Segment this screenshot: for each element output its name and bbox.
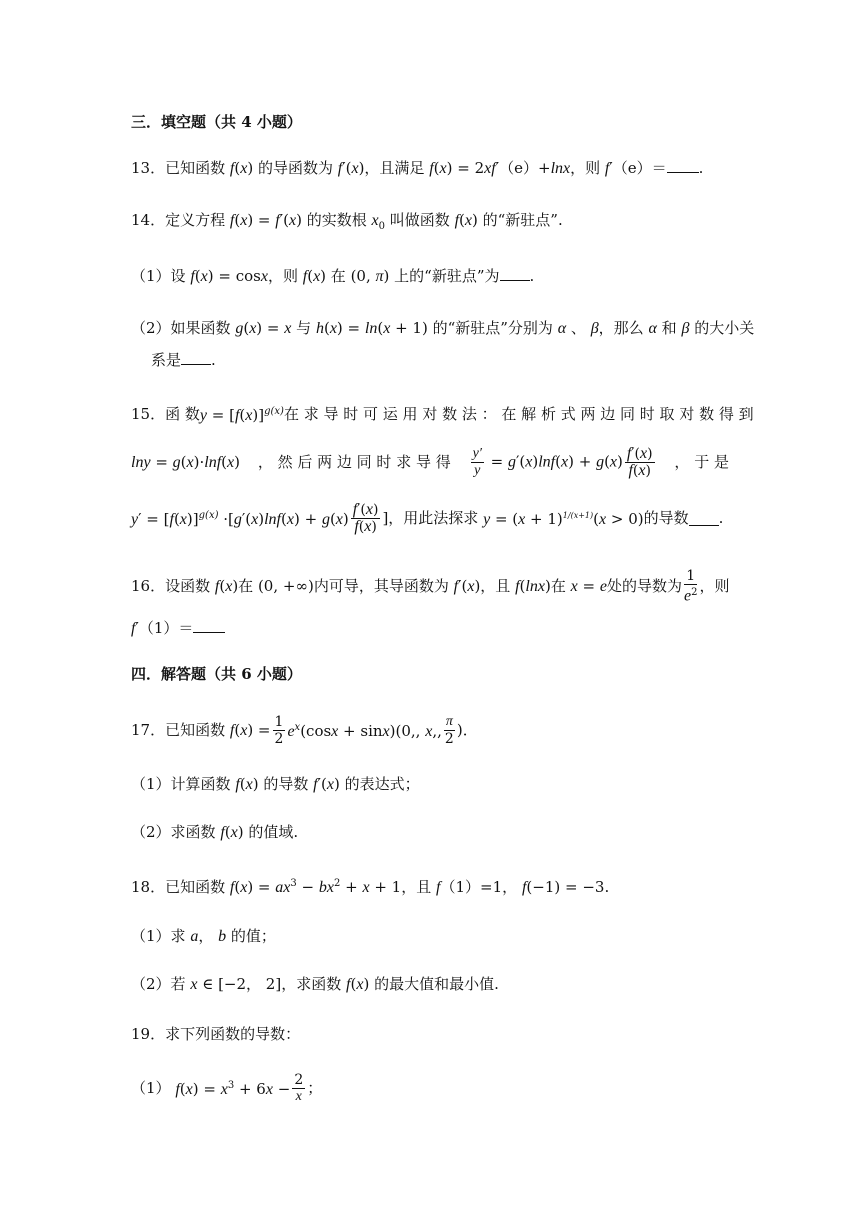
q14-text: 的“新驻点”. [482,211,563,229]
q17-text: 已知函数 [165,721,226,739]
question-15-line-1: 15． 函 数 $y = [f(x)]^{g(x)}$ 在 求 导 时 可 运 用 对 数 法 ： 在 解 析 式 两 边 同 时 取 对 数 得 到 [131,405,754,424]
question-14: 14．定义方程 f(x) = f′(x) 的实数根 $x_0$ 叫做函数 f(x) 的“新驻点”. [131,211,563,232]
question-14-part-1: （1）设 f(x) = cosx，则 f(x) 在 (0, π) 上的“新驻点”为 . [131,267,535,285]
q16-text: 在 [550,577,566,595]
q17-number: 17． [131,721,166,739]
q14-text: 定义方程 [165,211,226,229]
q16-number: 16． [131,577,166,595]
q13-number: 13． [131,159,166,177]
q18-2-label: （2）若 [131,975,186,993]
q14-1-text: ，则 [267,267,298,285]
q18-text: . [604,878,610,896]
q19-1-label: （1） [131,1079,171,1097]
q13-text: （e） [499,159,538,177]
q14-2-label: （2）如果函数 [131,319,231,337]
question-14-part-2-cont [151,350,216,370]
answer-blank[interactable] [193,618,225,633]
q16-text: ，且 [480,577,511,595]
q13-text: ，且满足 [364,159,425,177]
q15-number: 15． [131,405,166,423]
q18-1-text: ， [198,927,214,945]
question-17-part-1: （1）计算函数 f(x) 的导数 f′(x) 的表达式； [131,775,420,793]
question-18: 18．已知函数 $f(x) = ax^3 - bx^2 + x + 1$，且 f（1）=1， f(−1) = −3. [131,878,610,896]
answer-blank[interactable] [689,511,719,526]
question-19-part-1: （1） $f(x) = x^3 + 6x$ − $\frac{2}{x}$ ； [131,1071,323,1104]
question-14-part-2: （2）如果函数 g(x) = x 与 h(x) = ln(x + 1) 的“新驻点”分别为 α 、 β，那么 α 和 β 的大小关 [131,319,755,337]
q15-text: ， 然 后 两 边 同 时 求 导 得 [257,453,451,471]
question-15-line-3: $y' = [f(x)]^{g(x)} \cdot[g'(x)\ln f(x) + g(x)$ $\frac{f'(x)}{f(x)}$ ] ，用此法探求 $y = (x + 1)^{1/(x+1)}(x > 0)$ 的导数 . [131,500,724,535]
q14-2-text: 与 [296,319,312,337]
q18-text: 已知函数 [165,878,226,896]
q13-text: ＝ [651,159,667,177]
q14-text: 的实数根 [306,211,367,229]
question-17-part-2: （2）求函数 f(x) 的值域. [131,823,299,841]
q14-1-label: （1）设 [131,267,186,285]
q13-text: . [698,159,704,177]
q14-2-text: 的“新驻点”分别为 [432,319,553,337]
q16-text: 处的导数为 [606,577,682,595]
q19-text: ； [307,1079,323,1097]
q14-2-text: 和 [661,319,677,337]
q16-text: （1）＝ [138,619,194,637]
question-17: 17． 已知函数 f(x) = $\frac{1}{2}$ $e^x(\cos x + \sin x)(0$,, x,, $\frac{\pi}{2}$ ) ． [131,713,478,747]
q16-text: 在 [238,577,254,595]
q18-1-text: 的值； [230,927,276,945]
q15-text: ， 于 是 [674,453,729,471]
q16-text: 设函数 [165,577,211,595]
q14-2-text: . [211,351,216,369]
q16-text: 内可导，其导函数为 [313,577,449,595]
q15-text: . [718,509,724,527]
q19-number: 19． [131,1025,166,1043]
q15-text: ，用此法探求 [388,509,479,527]
q15-text: 的导数 [643,509,689,527]
q14-1-text: 上的“新驻点”为 [394,267,500,285]
q17-1-label: （1）计算函数 [131,775,231,793]
question-16-cont: f′（1）＝ [131,618,225,639]
q17-2-label: （2）求函数 [131,823,216,841]
q18-2-text: ，求函数 [281,975,342,993]
question-19 [131,1024,300,1044]
q18-2-text: 的最大值和最小值. [374,975,499,993]
q16-text: ，则 [699,577,730,595]
question-18-part-2: （2）若 x ∈ [−2， 2]，求函数 f(x) 的最大值和最小值. [131,975,499,993]
section-3-title: 三．填空题（共 4 小题） [131,113,302,131]
q14-number: 14． [131,211,166,229]
q14-2-text: 的大小关 [694,319,755,337]
answer-blank[interactable] [667,158,699,173]
q13-text: 已知函数 [165,159,226,177]
q15-text: 函 数 [165,405,200,423]
question-16: 16． 设函数 f(x) 在 (0, +∞) 内可导，其导函数为 f′(x) ，且 f(lnx) 在 x = e 处的导数为 $\frac{1}{e^2}$ ，则 [131,567,730,605]
q17-1-text: 的导数 [263,775,309,793]
q17-2-text: 的值域. [248,823,299,841]
q18-1-label: （1）求 [131,927,186,945]
q13-text: （e） [612,159,652,177]
answer-blank[interactable] [500,266,530,281]
q14-2-text: 系是 [151,351,182,369]
q18-number: 18． [131,878,166,896]
q18-text: ， [502,878,518,896]
question-13: 13．已知函数 f(x) 的导函数为 f′(x)，且满足 f(x) = 2xf′（e）+lnx，则 f′（e）＝ . [131,159,704,177]
q15-text: 在 求 导 时 可 运 用 对 数 法 ： 在 解 析 式 两 边 同 时 取 对 数 得 到 [283,405,754,423]
q14-1-text: 在 [330,267,346,285]
q13-text: 的导函数为 [257,159,333,177]
question-18-part-1: （1）求 a， b 的值； [131,927,276,945]
question-15-line-2: lny = g(x)·lnf(x) ， 然 后 两 边 同 时 求 导 得 $\frac{y'}{y}$ = g′(x)lnf(x) + g(x) $\frac{f'(x)}{f(x)}$ ， 于 是 [131,444,729,479]
q17-1-text: 的表达式； [344,775,420,793]
q14-text: 叫做函数 [389,211,450,229]
q18-text: ，且 [401,878,432,896]
q19-text: 求下列函数的导数： [165,1025,301,1043]
section-4-title: 四．解答题（共 6 小题） [131,665,302,683]
q14-2-text: ，那么 [598,319,644,337]
answer-blank[interactable] [181,350,211,365]
q17-text: ． [462,721,478,739]
q14-1-text: . [529,267,535,285]
q13-text: ，则 [570,159,601,177]
q18-text: （1） [440,878,481,896]
q14-2-text: 、 [570,319,586,337]
